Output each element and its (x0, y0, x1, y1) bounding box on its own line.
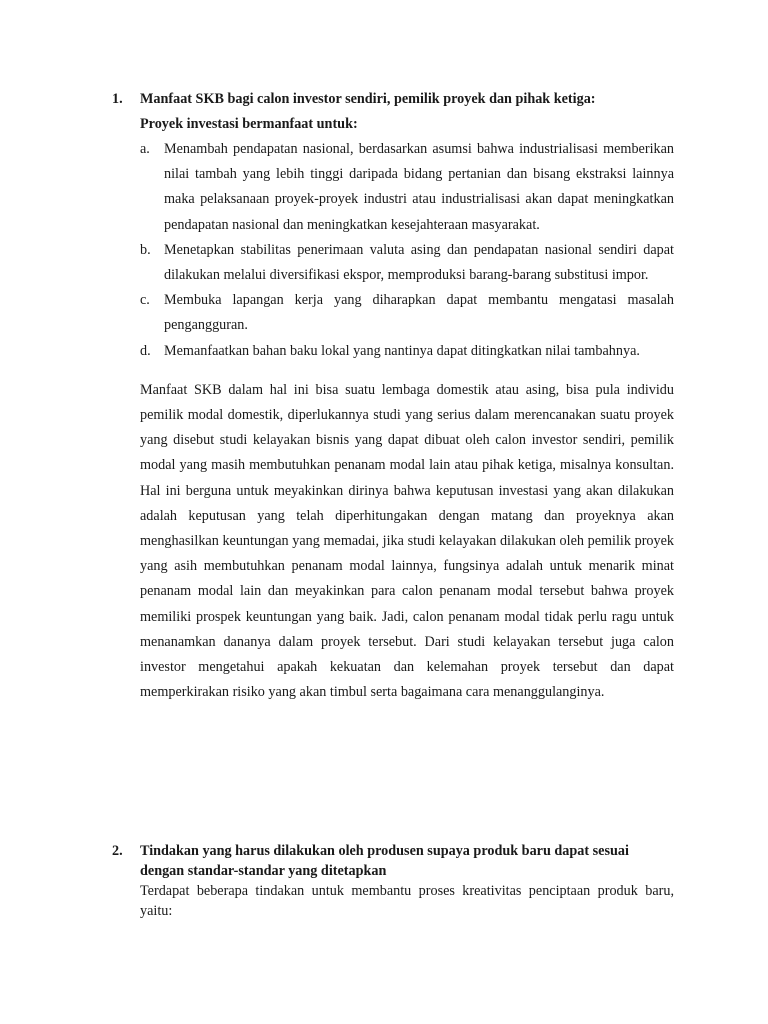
section-2-body (140, 841, 674, 921)
list-marker: b. (140, 241, 151, 258)
benefit-list (140, 137, 674, 364)
list-marker: d. (140, 342, 151, 359)
section-1 (112, 87, 674, 720)
section-2-heading: Tindakan yang harus dilakukan oleh produsen supaya produk baru dapat sesuai dengan standar-standar yang ditetapkan (140, 843, 629, 879)
section-2-number: 2. (112, 843, 123, 859)
list-item (140, 238, 674, 288)
list-item (140, 137, 674, 238)
list-marker: a. (140, 141, 150, 157)
section-1-heading: Manfaat SKB bagi calon investor sendiri, pemilik proyek dan pihak ketiga: (140, 91, 596, 107)
list-item-text: Menetapkan stabilitas penerimaan valuta asing dan pendapatan nasional sendiri dapat dilakukan melalui diversifikasi ekspor, memproduksi barang-barang substitusi impor. (164, 241, 674, 284)
list-item-text: Menambah pendapatan nasional, berdasarkan asumsi bahwa industrialisasi memberikan nilai tambah yang lebih tinggi daripada bidang pertanian dan bisang ekstraksi lainnya maka pelaksanaan proyek-proyek industri atau industrialisasi akan dapat meningkatkan pendapatan nasional dan meningkatkan kesejahteraan masyarakat. (164, 141, 674, 233)
list-item-text: Membuka lapangan kerja yang diharapkan dapat membantu mengatasi masalah pengangguran. (164, 292, 674, 334)
list-item (140, 339, 674, 364)
list-item (140, 288, 674, 338)
section-2-paragraph: Terdapat beberapa tindakan untuk membantu proses kreativitas penciptaan produk baru, yaitu: (140, 883, 674, 919)
list-item-text: Memanfaatkan bahan baku lokal yang nantinya dapat ditingkatkan nilai tambahnya. (164, 342, 640, 359)
section-1-paragraph: Manfaat SKB dalam hal ini bisa suatu lembaga domestik atau asing, bisa pula individu pemilik modal domestik, diperlukannya studi yang serius dalam merencanakan suatu proyek yang disebut studi kelayakan bisnis yang dapat dibuat oleh calon investor sendiri, pemilik modal yang masih membutuhkan penanam modal lain atau pihak ketiga, misalnya konsultan. Hal ini berguna untuk meyakinkan dirinya bahwa keputusan investasi yang akan dilakukan adalah keputusan yang telah diperhitungakan dengan matang dan proyeknya akan menghasilkan keuntungan yang memadai, jika studi kelayakan dilakukan oleh pemilik proyek yang asih membutuhkan penanam modal lainnya, fungsinya adalah untuk menarik minat penanam modal lain dan meyakinkan para calon penanam modal tersebut bahwa proyek memiliki prospek keuntungan yang baik. Jadi, calon penanam modal tidak perlu ragu untuk menanamkan dananya dalam proyek tersebut. Dari studi kelayakan tersebut juga calon investor mengetahui apakah kekuatan dan kelemahan proyek tersebut dan dapat memperkirakan risiko yang akan timbul serta bagaimana cara menanggulanginya. (140, 381, 674, 701)
section-1-body (140, 87, 674, 705)
list-marker: c. (140, 292, 150, 309)
section-2 (112, 841, 674, 921)
section-1-subheading: Proyek investasi bermanfaat untuk: (140, 116, 358, 132)
section-1-number: 1. (112, 91, 123, 107)
